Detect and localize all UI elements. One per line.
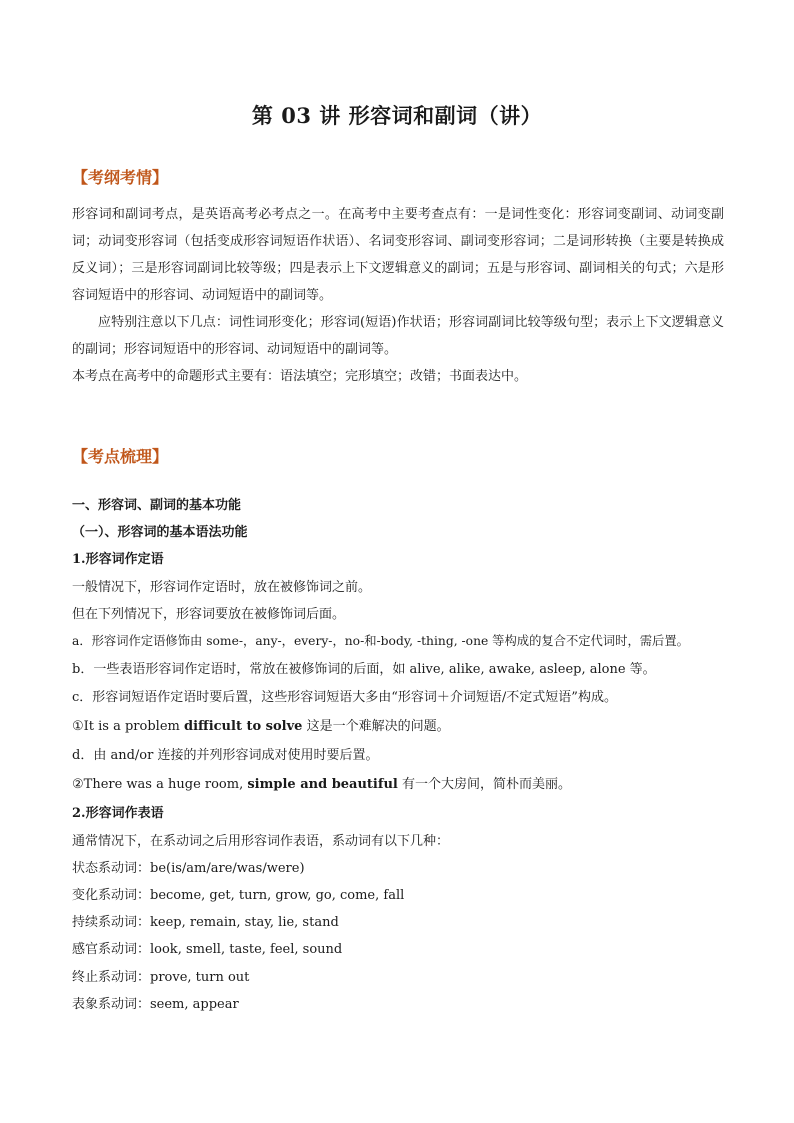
text-line: 通常情况下，在系动词之后用形容词作表语，系动词有以下几种： [72, 834, 450, 849]
intro-paragraph-2: 应特别注意以下几点：词性词形变化；形容词(短语)作状语；形容词副词比较等级句型；表示上下文逻辑意义的副词；形容词短语中的形容词、动词短语中的副词等。 [72, 315, 724, 357]
section-heading-exam-outline: 【考纲考情】 [72, 168, 169, 187]
example-emphasis: simple and beautiful [247, 777, 398, 792]
example-2 [72, 773, 732, 792]
example-translation: 这是一个难解决的问题。 [302, 719, 450, 734]
example-1 [72, 715, 732, 734]
page-title: 第 03 讲 形容词和副词（讲） [251, 103, 543, 128]
heading-level-1: 一、形容词、副词的基本功能 [72, 498, 242, 513]
intro-paragraph-3: 本考点在高考中的命题形式主要有：语法填空；完形填空；改错；书面表达中。 [72, 369, 528, 384]
linking-verb-item: 持续系动词：keep, remain, stay, lie, stand [72, 915, 339, 930]
rule-b: b．一些表语形容词作定语时，常放在被修饰词的后面，如 alive, alike, awake, asleep, alone 等。 [72, 662, 656, 677]
rule-a: a．形容词作定语修饰由 some-，any-，every-，no-和-body, -thing, -one 等构成的复合不定代词时，需后置。 [72, 634, 689, 648]
linking-verb-item: 感官系动词：look, smell, taste, feel, sound [72, 942, 343, 957]
linking-verb-item: 变化系动词：become, get, turn, grow, go, come, fall [72, 888, 405, 903]
text-line: 一般情况下，形容词作定语时，放在被修饰词之前。 [72, 580, 372, 595]
example-text: ①It is a problem [72, 719, 184, 734]
rule-d: d．由 and/or 连接的并列形容词成对使用时要后置。 [72, 748, 379, 763]
heading-predicative: 2.形容词作表语 [72, 806, 164, 821]
section-heading-key-points: 【考点梳理】 [72, 447, 169, 466]
example-text: ②There was a huge room, [72, 777, 248, 792]
example-emphasis: difficult to solve [184, 719, 303, 734]
linking-verb-item: 状态系动词：be(is/am/are/was/were) [72, 861, 305, 876]
example-translation: 有一个大房间，简朴而美丽。 [397, 777, 571, 792]
heading-level-2: （一）、形容词的基本语法功能 [72, 525, 248, 540]
text-line: 但在下列情况下，形容词要放在被修饰词后面。 [72, 607, 346, 622]
rule-c: c．形容词短语作定语时要后置，这些形容词短语大多由“形容词＋介词短语/不定式短语”构成。 [72, 690, 617, 705]
intro-paragraph-1: 形容词和副词考点，是英语高考必考点之一。在高考中主要考查点有：一是词性变化：形容词变副词、动词变副词；动词变形容词（包括变成形容词短语作状语）、名词变形容词、副词变形容词；二是词形转换（主要是转换成反义词）；三是形容词副词比较等级；四是表示上下文逻辑意义的副词；五是与形容词、副词相关的句式；六是形容词短语中的形容词、动词短语中的副词等。 [72, 207, 724, 303]
linking-verb-item: 终止系动词：prove, turn out [72, 970, 250, 985]
linking-verb-item: 表象系动词：seem, appear [72, 997, 239, 1012]
intro-text [72, 201, 724, 390]
heading-attributive: 1.形容词作定语 [72, 552, 164, 567]
